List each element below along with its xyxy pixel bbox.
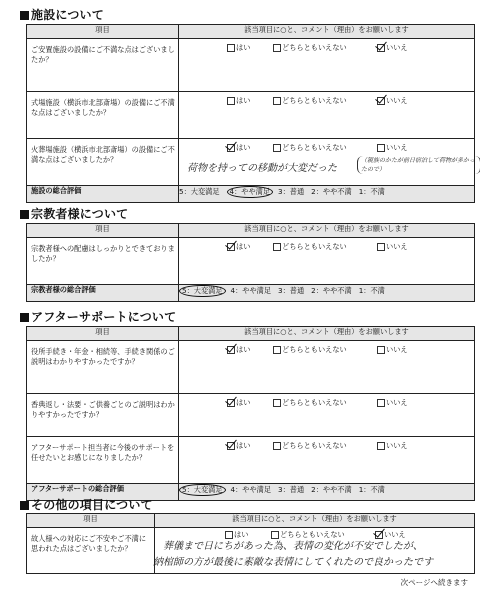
- total-label: 宗教者様の総合評価: [27, 285, 179, 302]
- question-row: [27, 341, 475, 394]
- section-title-other: その他の項目について: [20, 496, 153, 513]
- checkbox[interactable]: [273, 44, 281, 52]
- section-title-facilities: 施設について: [20, 6, 104, 23]
- checkbox[interactable]: [273, 243, 281, 251]
- checkbox-checked[interactable]: [377, 97, 385, 105]
- other-table: [26, 513, 475, 574]
- answer-cell: [179, 238, 475, 285]
- option-neutral[interactable]: どちらともいえない: [271, 530, 375, 540]
- section-title-religious: 宗教者様について: [20, 205, 128, 222]
- checkbox[interactable]: [377, 144, 385, 152]
- checkbox-checked[interactable]: [375, 531, 383, 539]
- option-yes[interactable]: はい: [227, 96, 273, 106]
- option-yes[interactable]: はい: [227, 242, 273, 252]
- answer-cell: [179, 437, 475, 484]
- question-row: [27, 437, 475, 484]
- header-instruction: 該当項目に○と、コメント（理由）をお願いします: [155, 514, 475, 528]
- checkbox[interactable]: [377, 399, 385, 407]
- checkbox-checked[interactable]: [227, 442, 235, 450]
- facilities-table: [26, 24, 475, 203]
- handwritten-comment: 荷物を持っての移動が大変だった: [187, 163, 337, 174]
- option-neutral[interactable]: どちらともいえない: [273, 345, 377, 355]
- rating-scale: [179, 484, 475, 501]
- option-yes[interactable]: はい: [227, 143, 273, 153]
- total-row: [27, 186, 475, 203]
- total-row: [27, 285, 475, 302]
- handwritten-comment-line2: 納棺師の方が最後に素敵な表情にしてくれたので良かったです: [153, 557, 433, 568]
- checkbox[interactable]: [273, 399, 281, 407]
- checkbox-checked[interactable]: [377, 44, 385, 52]
- option-yes[interactable]: はい: [227, 345, 273, 355]
- answer-cell: [155, 528, 475, 574]
- rating-4[interactable]: 4：やや満足: [230, 485, 272, 494]
- rating-5-selected[interactable]: 5：大変満足: [179, 484, 226, 496]
- header-instruction: 該当項目に○と、コメント（理由）をお願いします: [179, 25, 475, 39]
- checkbox-checked[interactable]: [227, 346, 235, 354]
- question-text: 故人様への対応にご不安やご不満に思われた点はございましたか？: [27, 528, 155, 574]
- checkbox[interactable]: [225, 531, 233, 539]
- option-no[interactable]: いいえ: [377, 398, 408, 408]
- option-neutral[interactable]: どちらともいえない: [273, 398, 377, 408]
- handwritten-comment-note: （親族のかたが前日宿泊して荷物が多かったので）: [357, 156, 480, 174]
- option-neutral[interactable]: どちらともいえない: [273, 143, 377, 153]
- checkbox[interactable]: [273, 144, 281, 152]
- total-label: アフターサポートの総合評価: [27, 484, 179, 501]
- option-no[interactable]: いいえ: [377, 242, 408, 252]
- rating-scale: [179, 285, 475, 302]
- table-header: [27, 514, 475, 528]
- checkbox[interactable]: [377, 442, 385, 450]
- question-row: [27, 238, 475, 285]
- option-no[interactable]: いいえ: [375, 530, 406, 540]
- question-row: [27, 394, 475, 437]
- option-yes[interactable]: はい: [227, 441, 273, 451]
- checkbox[interactable]: [227, 44, 235, 52]
- question-text: ご安置施設の設備にご不満な点はございましたか？: [27, 39, 179, 92]
- option-no[interactable]: いいえ: [377, 43, 408, 53]
- header-item: 項目: [27, 25, 179, 39]
- rating-5[interactable]: 5：大変満足: [179, 187, 220, 196]
- rating-1[interactable]: 1：不満: [358, 286, 385, 295]
- checkbox-checked[interactable]: [227, 144, 235, 152]
- rating-3[interactable]: 3：普通: [278, 187, 305, 196]
- question-text: 火葬場施設（横浜市北部斎場）の設備にご不満な点はございましたか？: [27, 139, 179, 186]
- handwritten-comment-line1: 葬儀まで日にちがあった為、表情の変化が不安でしたが、: [163, 541, 423, 552]
- header-instruction: 該当項目に○と、コメント（理由）をお願いします: [179, 327, 475, 341]
- rating-4[interactable]: 4：やや満足: [230, 286, 272, 295]
- header-item: 項目: [27, 224, 179, 238]
- checkbox[interactable]: [273, 346, 281, 354]
- table-header: [27, 327, 475, 341]
- question-row: [27, 39, 475, 92]
- rating-scale: [179, 186, 475, 203]
- checkbox[interactable]: [377, 346, 385, 354]
- continue-note: 次ページへ続きます: [400, 578, 468, 587]
- answer-cell: [179, 39, 475, 92]
- rating-1[interactable]: 1：不満: [358, 485, 385, 494]
- answer-cell: [179, 139, 475, 186]
- option-neutral[interactable]: どちらともいえない: [273, 43, 377, 53]
- question-row: [27, 139, 475, 186]
- option-yes[interactable]: はい: [225, 530, 271, 540]
- option-neutral[interactable]: どちらともいえない: [273, 242, 377, 252]
- question-text: アフターサポート担当者に今後のサポートを任せたいとお感じになりましたか？: [27, 437, 179, 484]
- checkbox[interactable]: [273, 97, 281, 105]
- answer-cell: [179, 92, 475, 139]
- section-title-aftersupport: アフターサポートについて: [20, 308, 176, 325]
- question-row: [27, 92, 475, 139]
- option-no[interactable]: いいえ: [377, 441, 408, 451]
- rating-2[interactable]: 2：やや不満: [311, 187, 352, 196]
- option-no[interactable]: いいえ: [377, 96, 408, 106]
- aftersupport-table: [26, 326, 475, 501]
- question-row: [27, 528, 475, 574]
- question-text: 役所手続き・年金・相続等、手続き関係のご説明はわかりやすかったですか？: [27, 341, 179, 394]
- rating-3[interactable]: 3：普通: [278, 286, 305, 295]
- option-no[interactable]: いいえ: [377, 143, 408, 153]
- checkbox-checked[interactable]: [227, 399, 235, 407]
- option-yes[interactable]: はい: [227, 398, 273, 408]
- option-neutral[interactable]: どちらともいえない: [273, 96, 377, 106]
- rating-1[interactable]: 1：不満: [358, 187, 385, 196]
- header-instruction: 該当項目に○と、コメント（理由）をお願いします: [179, 224, 475, 238]
- rating-4-selected[interactable]: 4：やや満足: [227, 186, 274, 198]
- option-yes[interactable]: はい: [227, 43, 273, 53]
- question-text: 宗教者様への配慮はしっかりとできておりましたか？: [27, 238, 179, 285]
- question-text: 香典返し・法要・ご供養ごとのご説明はわかりやすかったですか？: [27, 394, 179, 437]
- question-text: 式場施設（横浜市北部斎場）の設備にご不満な点はございましたか？: [27, 92, 179, 139]
- rating-2[interactable]: 2：やや不満: [311, 286, 352, 295]
- rating-5-selected[interactable]: 5：大変満足: [179, 285, 226, 297]
- table-header: [27, 25, 475, 39]
- religious-table: [26, 223, 475, 302]
- checkbox-checked[interactable]: [227, 243, 235, 251]
- header-item: 項目: [27, 514, 155, 528]
- header-item: 項目: [27, 327, 179, 341]
- answer-cell: [179, 394, 475, 437]
- table-header: [27, 224, 475, 238]
- option-neutral[interactable]: どちらともいえない: [273, 441, 377, 451]
- option-no[interactable]: いいえ: [377, 345, 408, 355]
- rating-2[interactable]: 2：やや不満: [311, 485, 352, 494]
- checkbox[interactable]: [273, 442, 281, 450]
- checkbox[interactable]: [271, 531, 279, 539]
- checkbox[interactable]: [377, 243, 385, 251]
- answer-cell: [179, 341, 475, 394]
- rating-3[interactable]: 3：普通: [278, 485, 305, 494]
- checkbox[interactable]: [227, 97, 235, 105]
- total-label: 施設の総合評価: [27, 186, 179, 203]
